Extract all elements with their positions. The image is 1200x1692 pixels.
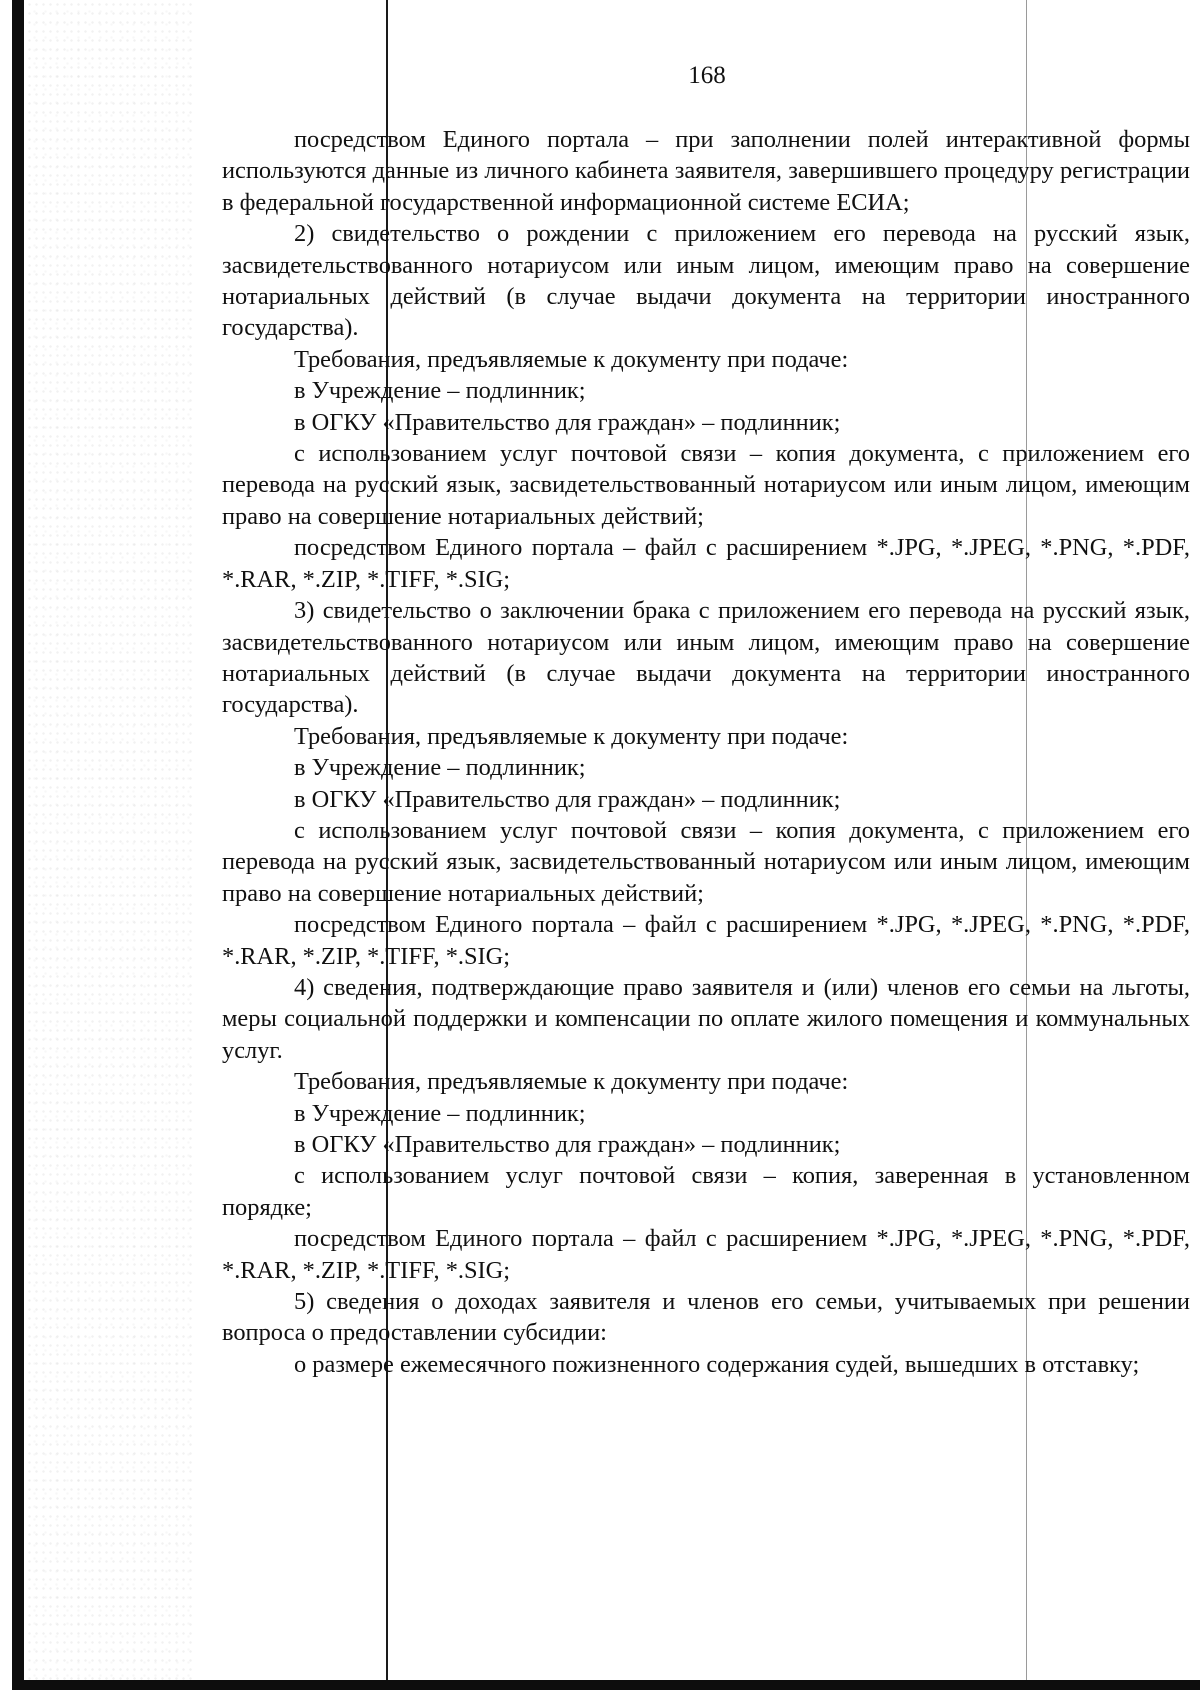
paragraph: 2) свидетельство о рождении с приложением его перевода на русский язык, засвидетельствованного нотариусом или иным лицом, имеющим право на совершение нотариальных действий (в случае выдачи документа на территории иностранного государства). — [222, 220, 1190, 342]
paragraph: посредством Единого портала – файл с расширением *.JPG, *.JPEG, *.PNG, *.PDF, *.RAR, *.ZIP, *.TIFF, *.SIG; — [222, 911, 1190, 970]
paragraph: 5) сведения о доходах заявителя и членов его семьи, учитываемых при решении вопроса о предоставлении субсидии: — [222, 1288, 1190, 1347]
paragraph: в Учреждение – подлинник; — [294, 1099, 586, 1127]
scan-noise — [26, 0, 196, 1680]
paragraph: 4) сведения, подтверждающие право заявителя и (или) членов его семьи на льготы, меры социальной поддержки и компенсации по оплате жилого помещения и коммунальных услуг. — [222, 973, 1190, 1064]
document-body — [222, 124, 1190, 1380]
scan-bottom-edge — [12, 1680, 1200, 1690]
paragraph: посредством Единого портала – при заполнении полей интерактивной формы используются данные из личного кабинета заявителя, завершившего процедуру регистрации в федеральной государственной информационной системе ЕСИА; — [222, 126, 1190, 216]
paragraph: о размере ежемесячного пожизненного содержания судей, вышедших в отставку; — [294, 1350, 1140, 1378]
paragraph: посредством Единого портала – файл с расширением *.JPG, *.JPEG, *.PNG, *.PDF, *.RAR, *.ZIP, *.TIFF, *.SIG; — [222, 1225, 1190, 1284]
paragraph: с использованием услуг почтовой связи – копия документа, с приложением его перевода на русский язык, засвидетельствованный нотариусом или иным лицом, имеющим право на совершение нотариальных действий; — [222, 440, 1190, 530]
page-number: 168 — [688, 62, 726, 89]
paragraph: в Учреждение – подлинник; — [294, 754, 586, 782]
paragraph: Требования, предъявляемые к документу при подаче: — [294, 345, 849, 373]
paragraph: в Учреждение – подлинник; — [294, 377, 586, 405]
paragraph: с использованием услуг почтовой связи – копия документа, с приложением его перевода на русский язык, засвидетельствованный нотариусом или иным лицом, имеющим право на совершение нотариальных действий; — [222, 816, 1190, 907]
scan-left-edge — [12, 0, 24, 1680]
paragraph: в ОГКУ «Правительство для граждан» – подлинник; — [294, 1131, 841, 1158]
paragraph: Требования, предъявляемые к документу при подаче: — [294, 722, 849, 750]
paragraph: в ОГКУ «Правительство для граждан» – подлинник; — [294, 785, 841, 813]
paragraph: 3) свидетельство о заключении брака с приложением его перевода на русский язык, засвидетельствованного нотариусом или иным лицом, имеющим право на совершение нотариальных действий (в случае выдачи документа на территории иностранного государства). — [222, 597, 1190, 719]
paragraph: посредством Единого портала – файл с расширением *.JPG, *.JPEG, *.PNG, *.PDF, *.RAR, *.ZIP, *.TIFF, *.SIG; — [222, 534, 1190, 593]
paragraph: с использованием услуг почтовой связи – копия, заверенная в установленном порядке; — [222, 1162, 1190, 1221]
paragraph: в ОГКУ «Правительство для граждан» – подлинник; — [294, 408, 841, 436]
paragraph: Требования, предъявляемые к документу при подаче: — [294, 1068, 849, 1096]
